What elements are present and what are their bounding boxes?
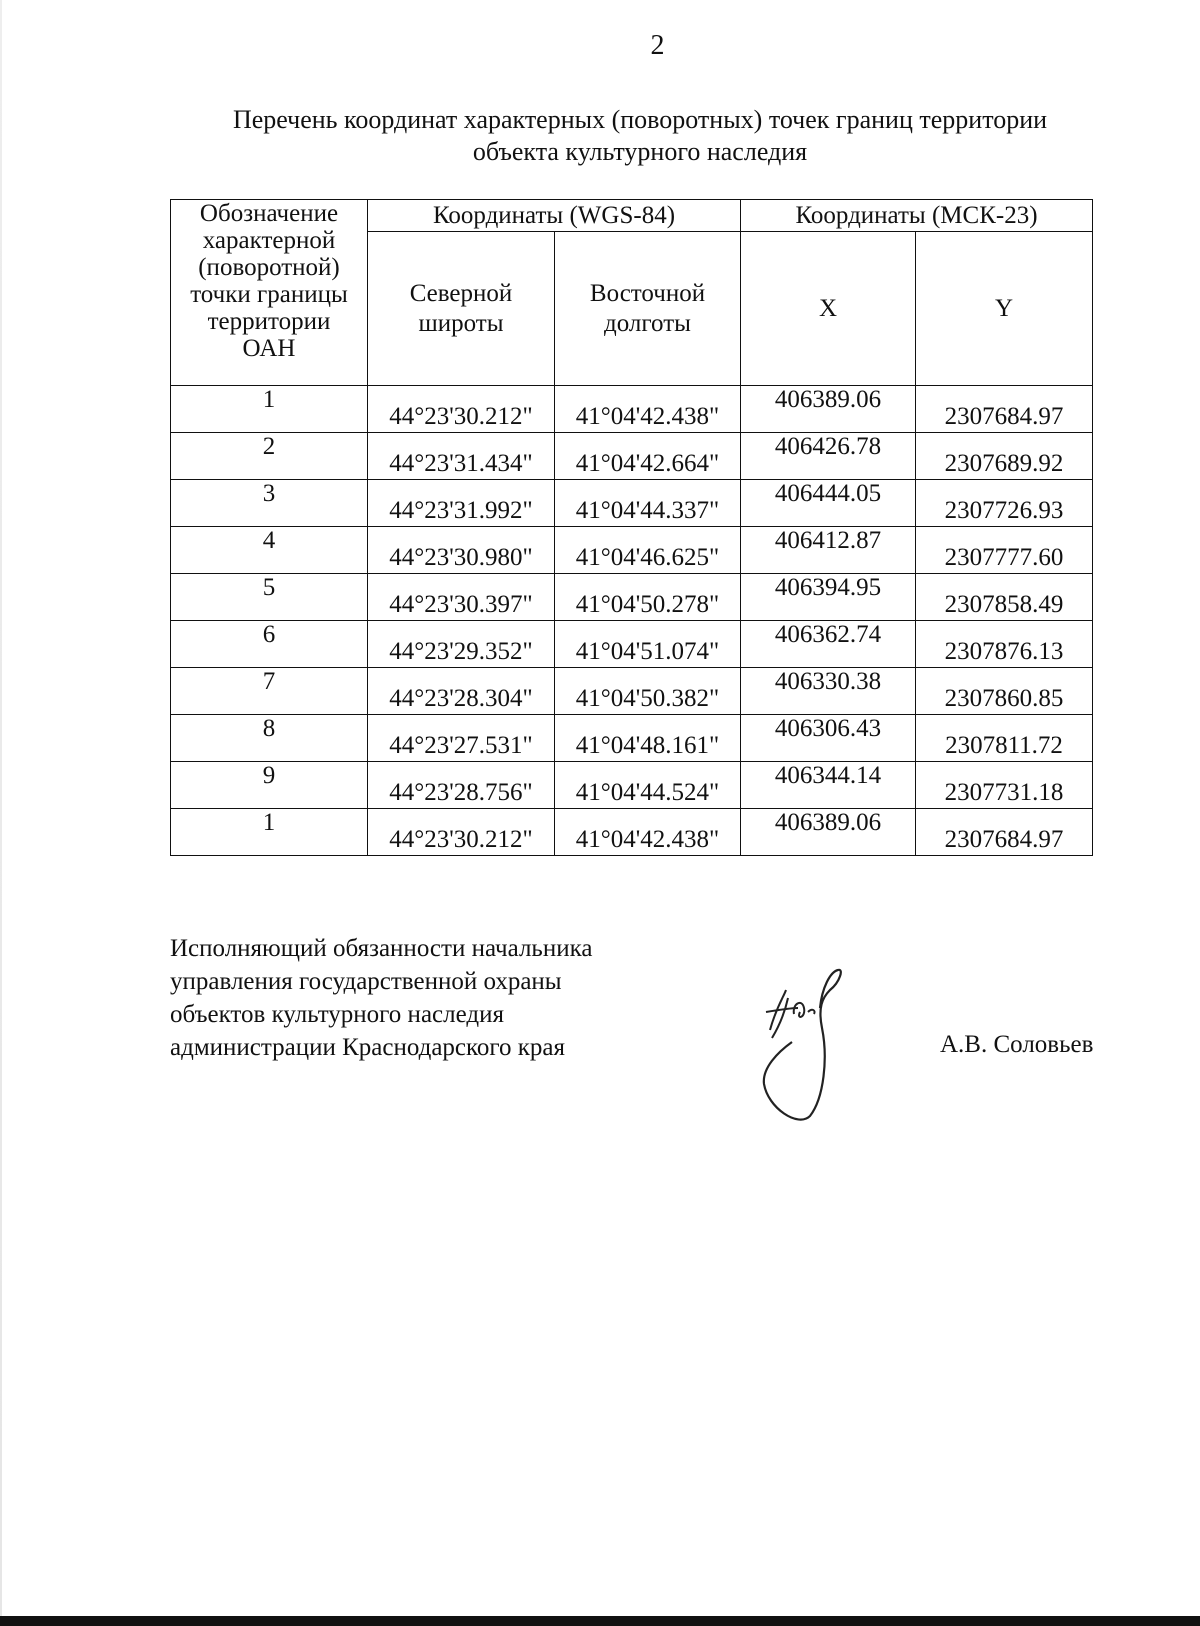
- handwritten-signature: [758, 968, 868, 1128]
- cell-latitude: 44°23'28.756": [368, 762, 555, 809]
- cell-x: 406444.05: [741, 480, 916, 527]
- header-msk23-group: Координаты (МСК-23): [741, 200, 1093, 232]
- header-x: X: [741, 232, 916, 386]
- cell-longitude: 41°04'44.337": [555, 480, 741, 527]
- cell-x: 406362.74: [741, 621, 916, 668]
- table-row: [171, 386, 1093, 433]
- cell-latitude: 44°23'30.212": [368, 386, 555, 433]
- header-y: Y: [916, 232, 1093, 386]
- cell-y: 2307726.93: [916, 480, 1093, 527]
- page-number: 2: [650, 30, 665, 61]
- cell-y: 2307811.72: [916, 715, 1093, 762]
- cell-point: 6: [171, 621, 368, 668]
- document-title: [160, 104, 1120, 168]
- cell-longitude: 41°04'50.382": [555, 668, 741, 715]
- cell-y: 2307858.49: [916, 574, 1093, 621]
- cell-longitude: 41°04'42.438": [555, 386, 741, 433]
- cell-x: 406306.43: [741, 715, 916, 762]
- cell-point: 8: [171, 715, 368, 762]
- table-row: [171, 527, 1093, 574]
- table-row: [171, 668, 1093, 715]
- cell-y: 2307684.97: [916, 809, 1093, 856]
- cell-latitude: 44°23'29.352": [368, 621, 555, 668]
- cell-x: 406426.78: [741, 433, 916, 480]
- header-wgs84-group: Координаты (WGS-84): [368, 200, 741, 232]
- cell-longitude: 41°04'50.278": [555, 574, 741, 621]
- table-row: [171, 715, 1093, 762]
- position-line-1: Исполняющий обязанности начальника: [170, 935, 593, 962]
- title-line-1: Перечень координат характерных (поворотных) точек границ территории: [232, 105, 1048, 134]
- cell-x: 406394.95: [741, 574, 916, 621]
- cell-latitude: 44°23'28.304": [368, 668, 555, 715]
- table-row: [171, 762, 1093, 809]
- position-line-4: администрации Краснодарского края: [170, 1034, 566, 1061]
- cell-x: 406412.87: [741, 527, 916, 574]
- table-row: [171, 621, 1093, 668]
- table-row: [171, 809, 1093, 856]
- cell-x: 406330.38: [741, 668, 916, 715]
- position-line-2: управления государственной охраны: [170, 968, 562, 995]
- cell-x: 406389.06: [741, 809, 916, 856]
- position-line-3: объектов культурного наследия: [170, 1001, 504, 1028]
- header-point-designation: Обозначение характерной (поворотной) точки границы территории ОАН: [171, 200, 368, 386]
- cell-latitude: 44°23'31.434": [368, 433, 555, 480]
- cell-longitude: 41°04'42.438": [555, 809, 741, 856]
- cell-latitude: 44°23'30.212": [368, 809, 555, 856]
- cell-point: 9: [171, 762, 368, 809]
- cell-longitude: 41°04'44.524": [555, 762, 741, 809]
- cell-y: 2307684.97: [916, 386, 1093, 433]
- cell-longitude: 41°04'48.161": [555, 715, 741, 762]
- cell-point: 1: [171, 386, 368, 433]
- title-line-2: объекта культурного наследия: [472, 137, 808, 166]
- cell-latitude: 44°23'31.992": [368, 480, 555, 527]
- cell-point: 1: [171, 809, 368, 856]
- cell-point: 4: [171, 527, 368, 574]
- cell-point: 5: [171, 574, 368, 621]
- cell-y: 2307876.13: [916, 621, 1093, 668]
- cell-longitude: 41°04'42.664": [555, 433, 741, 480]
- signatory-position: [170, 932, 592, 1064]
- cell-y: 2307860.85: [916, 668, 1093, 715]
- cell-longitude: 41°04'51.074": [555, 621, 741, 668]
- signatory-name: А.В. Соловьев: [940, 1031, 1094, 1058]
- table-row: [171, 574, 1093, 621]
- cell-y: 2307777.60: [916, 527, 1093, 574]
- cell-x: 406344.14: [741, 762, 916, 809]
- table-body: [171, 386, 1093, 856]
- cell-point: 7: [171, 668, 368, 715]
- cell-y: 2307731.18: [916, 762, 1093, 809]
- cell-latitude: 44°23'30.397": [368, 574, 555, 621]
- cell-latitude: 44°23'27.531": [368, 715, 555, 762]
- cell-x: 406389.06: [741, 386, 916, 433]
- table-row: [171, 433, 1093, 480]
- header-north-latitude: Северной широты: [368, 232, 555, 386]
- coordinates-table: [170, 199, 1093, 856]
- scan-edge: [0, 0, 2, 1626]
- cell-point: 2: [171, 433, 368, 480]
- cell-point: 3: [171, 480, 368, 527]
- cell-longitude: 41°04'46.625": [555, 527, 741, 574]
- table-row: [171, 480, 1093, 527]
- scan-bottom-border: [0, 1616, 1200, 1626]
- cell-y: 2307689.92: [916, 433, 1093, 480]
- header-east-longitude: Восточной долготы: [555, 232, 741, 386]
- cell-latitude: 44°23'30.980": [368, 527, 555, 574]
